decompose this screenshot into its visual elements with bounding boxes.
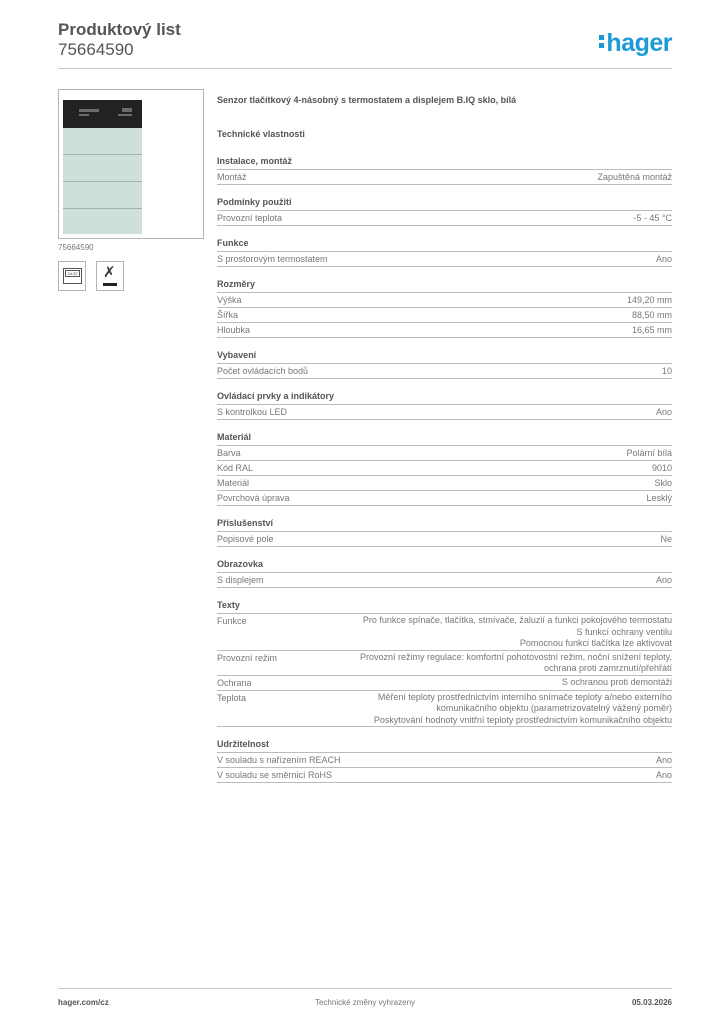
knx-display-icon: 24.22 <box>58 261 86 291</box>
spec-label: Barva <box>217 448 241 458</box>
certification-icons <box>58 261 204 291</box>
section-title: Technické vlastnosti <box>217 129 305 139</box>
spec-group-title: Rozměry <box>217 278 672 293</box>
footer-disclaimer: Technické změny vyhrazeny <box>314 998 416 1007</box>
logo-text: hager <box>606 29 672 57</box>
spec-group-title: Funkce <box>217 237 672 252</box>
footer-website-link[interactable]: hager.com/cz <box>58 998 109 1007</box>
product-rocker <box>63 209 142 235</box>
spec-label: Montáž <box>217 172 247 182</box>
spec-row <box>217 491 672 506</box>
spec-row <box>217 308 672 323</box>
spec-row <box>217 211 672 226</box>
spec-value: -5 - 45 °C <box>633 213 672 223</box>
spec-value: Ne <box>660 534 672 544</box>
spec-row <box>217 476 672 491</box>
page-header <box>58 20 672 59</box>
product-name: Senzor tlačítkový 4-násobný s termostatem a displejem B.IQ sklo, bílá <box>217 95 517 105</box>
spec-group <box>217 390 672 420</box>
spec-group <box>217 278 672 338</box>
spec-label: Ochrana <box>217 677 252 688</box>
product-rocker <box>63 182 142 209</box>
spec-row <box>217 446 672 461</box>
spec-row <box>217 461 672 476</box>
product-rocker <box>63 155 142 182</box>
spec-value: Ano <box>655 770 672 780</box>
product-image-frame <box>58 89 204 239</box>
spec-row <box>217 323 672 338</box>
spec-row <box>217 532 672 547</box>
spec-label: Povrchová úprava <box>217 493 290 503</box>
header-divider <box>58 68 672 69</box>
spec-value: 16,65 mm <box>631 325 672 335</box>
spec-value-line: komunikačního objektu (parametrizovatelný vážený poměr) <box>436 703 672 713</box>
spec-group-title: Podmínky použití <box>217 196 672 211</box>
spec-group <box>217 431 672 506</box>
spec-value-line: Pomocnou funkci tlačítka lze aktivovat <box>519 638 672 648</box>
footer-date: 05.03.2026 <box>631 998 672 1007</box>
spec-label: Provozní režim <box>217 652 278 663</box>
spec-row <box>217 293 672 308</box>
page-title: Produktový list <box>58 20 181 39</box>
spec-group-title: Ovládací prvky a indikátory <box>217 390 672 405</box>
spec-label: Provozní teplota <box>217 213 283 223</box>
spec-label: Hloubka <box>217 325 251 335</box>
spec-value-line: S funkcí ochrany ventilu <box>576 626 672 637</box>
spec-value <box>360 652 672 675</box>
spec-value-line: S ochranou proti demontáži <box>561 676 672 687</box>
spec-value: 10 <box>661 366 672 376</box>
spec-row <box>217 753 672 768</box>
spec-row <box>217 405 672 420</box>
spec-label: S prostorovým termostatem <box>217 254 328 264</box>
spec-value <box>374 692 672 727</box>
spec-group <box>217 237 672 267</box>
spec-value: Lesklý <box>646 493 672 503</box>
spec-value-line: Pro funkce spínače, tlačítka, stmívače, žaluzií a funkci pokojového termostatu <box>362 615 672 625</box>
spec-value-line: Měření teploty prostřednictvím interního snímače teploty a/nebo externího <box>377 691 672 702</box>
spec-value: 149,20 mm <box>626 295 672 305</box>
spec-value: Ano <box>655 575 672 585</box>
spec-label: Šířka <box>217 310 239 320</box>
spec-value: 88,50 mm <box>631 310 672 320</box>
spec-label: Materiál <box>217 478 250 488</box>
spec-row <box>217 170 672 185</box>
spec-group <box>217 738 672 783</box>
spec-value: Ano <box>655 755 672 765</box>
spec-group-title: Obrazovka <box>217 558 672 573</box>
spec-value-line: ochrana proti zamrznutí/přehřátí <box>543 663 672 673</box>
product-image-panel <box>58 89 204 291</box>
spec-label: V souladu s nařízením REACH <box>217 755 341 765</box>
spec-value: Ano <box>655 254 672 264</box>
spec-label: Funkce <box>217 616 247 626</box>
spec-label: V souladu se směrnicí RoHS <box>217 770 333 780</box>
spec-value-line: Poskytování hodnoty vnitřní teploty prostřednictvím komunikačního objektu <box>373 714 672 725</box>
spec-value-line: Provozní režimy regulace: komfortní pohotovostní režim, noční snížení teploty, <box>360 651 672 662</box>
spec-group-title: Instalace, montáž <box>217 155 672 170</box>
spec-value <box>363 615 672 650</box>
spec-group <box>217 155 672 185</box>
product-image <box>63 100 142 234</box>
logo-colon-icon <box>599 32 604 51</box>
spec-group <box>217 558 672 588</box>
spec-group-title: Příslušenství <box>217 517 672 532</box>
spec-group <box>217 599 672 727</box>
spec-label: Počet ovládacích bodů <box>217 366 309 376</box>
spec-label: Popisové pole <box>217 534 274 544</box>
spec-label: Výška <box>217 295 242 305</box>
spec-row <box>217 252 672 267</box>
spec-value: Polární bílá <box>626 448 672 458</box>
spec-row <box>217 364 672 379</box>
spec-group <box>217 196 672 226</box>
hager-logo <box>599 29 672 58</box>
spec-label: Kód RAL <box>217 463 254 473</box>
spec-group-title: Udržitelnost <box>217 738 672 753</box>
specifications <box>217 95 672 794</box>
image-caption: 75664590 <box>58 243 94 252</box>
spec-label: Teplota <box>217 692 247 703</box>
spec-value <box>562 677 672 690</box>
spec-row <box>217 691 672 728</box>
spec-value: Zapuštěná montáž <box>597 172 672 182</box>
product-rocker <box>63 128 142 155</box>
spec-row <box>217 768 672 783</box>
spec-group-title: Texty <box>217 599 672 614</box>
spec-value: 9010 <box>651 463 672 473</box>
spec-group-title: Vybavení <box>217 349 672 364</box>
spec-group <box>217 349 672 379</box>
spec-groups <box>217 155 672 783</box>
spec-label: S displejem <box>217 575 264 585</box>
spec-row <box>217 676 672 691</box>
spec-group <box>217 517 672 547</box>
spec-label: S kontrolkou LED <box>217 407 288 417</box>
spec-row <box>217 614 672 651</box>
spec-group-title: Materiál <box>217 431 672 446</box>
footer-divider <box>58 988 672 989</box>
spec-row <box>217 651 672 676</box>
spec-row <box>217 573 672 588</box>
article-number: 75664590 <box>58 40 134 59</box>
spec-value: Ano <box>655 407 672 417</box>
weee-crossed-bin-icon: ✗ <box>96 261 124 291</box>
spec-value: Sklo <box>654 478 672 488</box>
product-display <box>63 100 142 128</box>
